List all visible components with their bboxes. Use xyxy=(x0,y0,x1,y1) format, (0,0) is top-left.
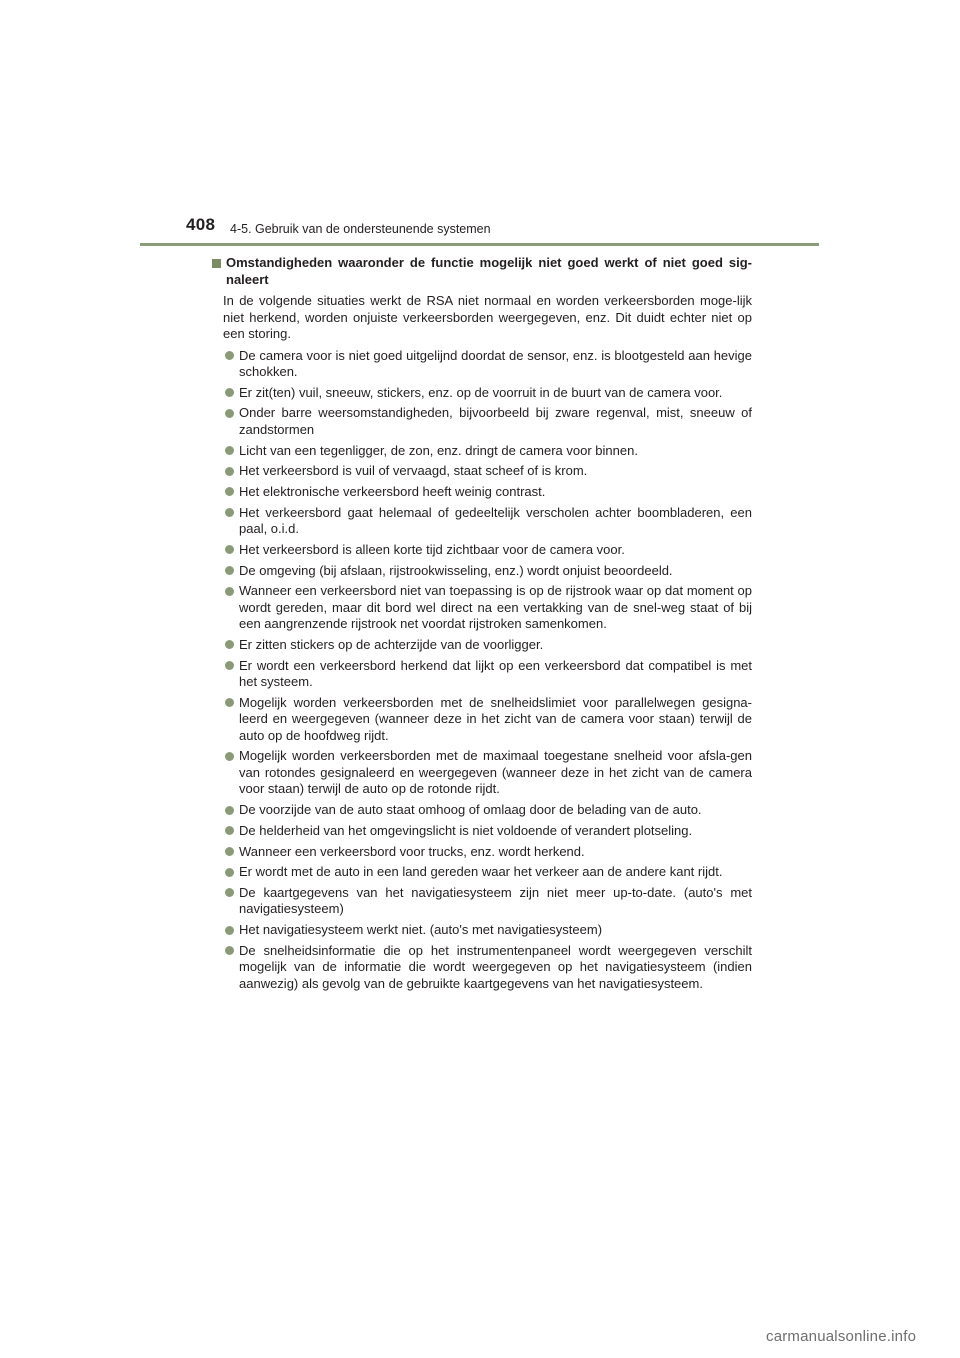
list-item xyxy=(212,844,752,861)
condition-list xyxy=(212,348,752,993)
round-bullet-icon xyxy=(225,487,234,496)
round-bullet-icon xyxy=(225,826,234,835)
list-item xyxy=(212,823,752,840)
list-item xyxy=(212,802,752,819)
list-item xyxy=(212,505,752,538)
list-item-text: Mogelijk worden verkeersborden met de maximaal toegestane snelheid voor afsla-gen van rotondes gesignaleerd en weergegeven (wanneer deze in het zicht van de camera voor staan) terwijl de auto op de rotonde rijdt. xyxy=(239,748,752,797)
list-item-text: Er zitten stickers op de achterzijde van de voorligger. xyxy=(239,636,544,652)
list-item-text: Er wordt met de auto in een land gereden waar het verkeer aan de andere kant rijdt. xyxy=(239,864,723,880)
list-item xyxy=(212,463,752,480)
round-bullet-icon xyxy=(225,806,234,815)
list-item-text: De omgeving (bij afslaan, rijstrookwisseling, enz.) wordt onjuist beoordeeld. xyxy=(239,562,673,578)
list-item-text: De snelheidsinformatie die op het instrumentenpaneel wordt weergegeven verschilt mogelijk van de informatie die wordt weergegeven op het navigatiesysteem (indien aanwezig) als gevolg van de gebruikte kaartgegevens van het navigatiesysteem. xyxy=(239,942,752,991)
list-item xyxy=(212,583,752,633)
list-item xyxy=(212,542,752,559)
main-content xyxy=(212,255,752,992)
header-divider xyxy=(140,243,819,246)
round-bullet-icon xyxy=(225,508,234,517)
list-item-text: Het verkeersbord is alleen korte tijd zichtbaar voor de camera voor. xyxy=(239,541,625,557)
list-item xyxy=(212,658,752,691)
section-title: 4-5. Gebruik van de ondersteunende systemen xyxy=(230,222,491,236)
list-item xyxy=(212,885,752,918)
list-item-text: De kaartgegevens van het navigatiesysteem zijn niet meer up-to-date. (auto's met navigatiesysteem) xyxy=(239,884,752,917)
round-bullet-icon xyxy=(225,888,234,897)
list-item xyxy=(212,748,752,798)
round-bullet-icon xyxy=(225,926,234,935)
list-item-text: De camera voor is niet goed uitgelijnd doordat de sensor, enz. is blootgesteld aan hevige schokken. xyxy=(239,347,752,379)
page-header xyxy=(0,0,960,250)
list-item-text: Het navigatiesysteem werkt niet. (auto's met navigatiesysteem) xyxy=(239,922,603,938)
list-item xyxy=(212,484,752,501)
list-item-text: Het elektronische verkeersbord heeft weinig contrast. xyxy=(239,483,546,499)
round-bullet-icon xyxy=(225,467,234,476)
list-item-text: Mogelijk worden verkeersborden met de snelheidslimiet voor parallelwegen gesigna-leerd en weergegeven (wanneer deze in het zicht van de camera voor staan) terwijl de auto op de hoofdweg rijdt. xyxy=(239,694,752,743)
heading-text: Omstandigheden waaronder de functie mogelijk niet goed werkt of niet goed sig-naleert xyxy=(226,255,752,287)
list-item-text: Wanneer een verkeersbord voor trucks, enz. wordt herkend. xyxy=(239,843,585,859)
list-item xyxy=(212,695,752,745)
list-item xyxy=(212,443,752,460)
round-bullet-icon xyxy=(225,409,234,418)
list-item xyxy=(212,405,752,438)
round-bullet-icon xyxy=(225,640,234,649)
subsection-heading xyxy=(212,255,752,288)
round-bullet-icon xyxy=(225,566,234,575)
round-bullet-icon xyxy=(225,661,234,670)
list-item xyxy=(212,563,752,580)
list-item xyxy=(212,922,752,939)
list-item-text: De helderheid van het omgevingslicht is niet voldoende of verandert plotseling. xyxy=(239,822,693,838)
round-bullet-icon xyxy=(225,388,234,397)
round-bullet-icon xyxy=(225,946,234,955)
round-bullet-icon xyxy=(225,847,234,856)
list-item-text: Het verkeersbord is vuil of vervaagd, staat scheef of is krom. xyxy=(239,463,588,479)
round-bullet-icon xyxy=(225,752,234,761)
list-item xyxy=(212,348,752,381)
round-bullet-icon xyxy=(225,587,234,596)
list-item xyxy=(212,864,752,881)
round-bullet-icon xyxy=(225,698,234,707)
list-item-text: Wanneer een verkeersbord niet van toepassing is op de rijstrook waar op dat moment op wordt gereden, maar dit bord wel direct na een vertakking van de snel-weg staat of bij een aangrenzende rijstrook net voordat rijstroken samenkomen. xyxy=(239,583,752,632)
round-bullet-icon xyxy=(225,351,234,360)
list-item-text: Het verkeersbord gaat helemaal of gedeeltelijk verscholen achter boombladeren, een paal, o.i.d. xyxy=(239,504,752,537)
page-number: 408 xyxy=(186,215,216,234)
list-item xyxy=(212,637,752,654)
list-item xyxy=(212,385,752,402)
square-bullet-icon xyxy=(212,259,221,268)
list-item-text: Er wordt een verkeersbord herkend dat lijkt op een verkeersbord dat compatibel is met het systeem. xyxy=(239,657,752,690)
list-item-text: Er zit(ten) vuil, sneeuw, stickers, enz. op de voorruit in de buurt van de camera voor. xyxy=(239,384,723,400)
intro-paragraph: In de volgende situaties werkt de RSA niet normaal en worden verkeersborden moge-lijk niet herkend, worden onjuiste verkeersborden weergegeven, enz. Dit duidt echter niet op een storing. xyxy=(223,293,752,341)
watermark-text: carmanualsonline.info xyxy=(766,1328,917,1345)
list-item-text: De voorzijde van de auto staat omhoog of omlaag door de belading van de auto. xyxy=(239,802,702,818)
list-item-text: Onder barre weersomstandigheden, bijvoorbeeld bij zware regenval, mist, sneeuw of zandstormen xyxy=(239,405,752,437)
list-item xyxy=(212,943,752,993)
round-bullet-icon xyxy=(225,446,234,455)
round-bullet-icon xyxy=(225,545,234,554)
list-item-text: Licht van een tegenligger, de zon, enz. dringt de camera voor binnen. xyxy=(239,442,638,458)
round-bullet-icon xyxy=(225,868,234,877)
